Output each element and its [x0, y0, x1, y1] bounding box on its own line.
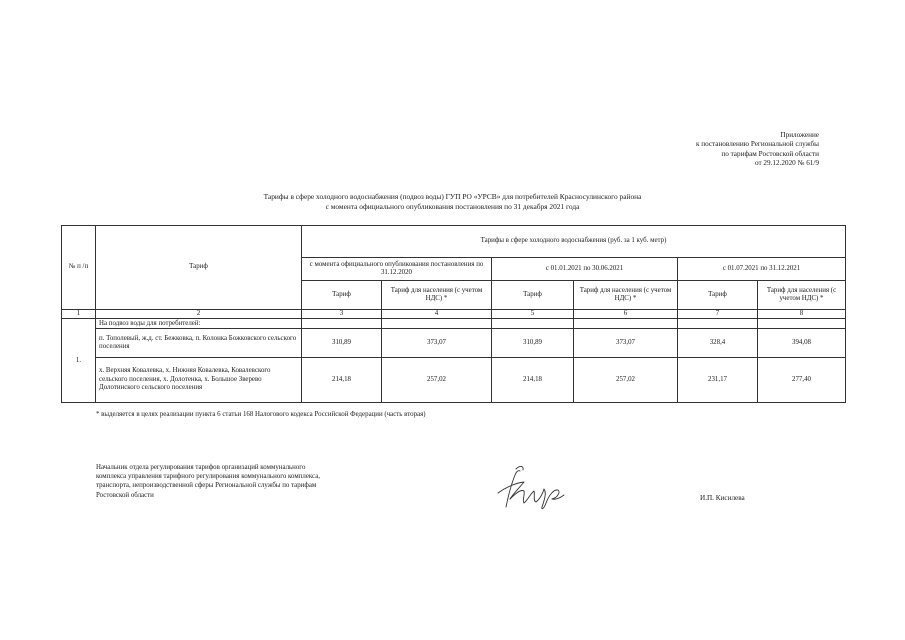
appendix-line: к постановлению Региональной службы — [695, 140, 819, 149]
appendix-line: от 29.12.2020 № 61/9 — [754, 159, 819, 168]
table-row — [62, 358, 846, 403]
column-number: 2 — [96, 310, 302, 319]
header-tariff: Тариф — [96, 226, 302, 310]
row-value: 373,07 — [574, 329, 678, 358]
appendix-line: Приложение — [780, 131, 819, 139]
header-period-2: с 01.01.2021 по 30.06.2021 — [492, 258, 678, 281]
table-row — [62, 329, 846, 358]
footnote: * выделяется в целях реализации пункта 6 статьи 168 Налогового кодекса Российской Федерации (часть вторая) — [96, 411, 426, 418]
appendix-line: по тарифам Ростовской области — [721, 149, 819, 158]
handwritten-signature — [494, 463, 574, 513]
column-number: 1 — [62, 310, 96, 319]
row-value: 310,89 — [492, 329, 574, 358]
row-value: 328,4 — [678, 329, 758, 358]
group-label: На подвоз воды для потребителей: — [96, 319, 302, 329]
header-tariff-col: Тариф — [678, 281, 758, 310]
row-value: 257,02 — [574, 358, 678, 403]
title-line: с момента официального опубликования постановления по 31 декабря 2021 года — [325, 201, 580, 211]
position-line: Ростовской области — [96, 491, 154, 499]
column-number: 6 — [574, 310, 678, 319]
tariff-table — [61, 225, 846, 403]
header-tariff-col: Тариф — [302, 281, 382, 310]
position-line: комплекса управления тарифного регулирования коммунального комплекса, — [96, 473, 320, 481]
row-name: п. Тополевый, ж.д. ст. Бежковка, п. Колонка Божковского сельского поселения — [96, 329, 302, 358]
appendix-block — [696, 131, 819, 169]
row-value: 214,18 — [302, 358, 382, 403]
row-value: 373,07 — [382, 329, 492, 358]
header-period-1: с момента официального опубликования постановления по 31.12.2020 — [302, 258, 492, 281]
row-value: 214,18 — [492, 358, 574, 403]
row-value: 231,17 — [678, 358, 758, 403]
column-number: 4 — [382, 310, 492, 319]
header-group-title: Тарифы в сфере холодного водоснабжения (руб. за 1 куб. метр) — [302, 226, 846, 258]
row-value: 277,40 — [758, 358, 846, 403]
header-tariff-col: Тариф — [492, 281, 574, 310]
header-tariff-population-col: Тариф для населения (с учетом НДС) * — [382, 281, 492, 310]
header-num: № п /п — [62, 226, 96, 310]
header-tariff-population-col: Тариф для населения (с учетом НДС) * — [574, 281, 678, 310]
header-tariff-population-col: Тариф для населения (с учетом НДС) * — [758, 281, 846, 310]
column-number: 5 — [492, 310, 574, 319]
column-number: 8 — [758, 310, 846, 319]
row-value: 257,02 — [382, 358, 492, 403]
signatory-position — [96, 463, 320, 500]
position-line: транспорта, непроизводственной сферы Региональной службы по тарифам — [96, 482, 317, 490]
row-value: 394,08 — [758, 329, 846, 358]
row-number: 1. — [62, 319, 96, 403]
row-name: х. Верхняя Ковалевка, х. Нижняя Ковалевка, Ковалевского сельского поселения, х. Долотенка, х. Большое Зверево Долотинского сельского поселения — [96, 358, 302, 403]
signatory-name: И.П. Кисилева — [700, 494, 745, 502]
position-line: Начальник отдела регулирования тарифов организаций коммунального — [96, 464, 306, 471]
row-value: 310,89 — [302, 329, 382, 358]
header-period-3: с 01.07.2021 по 31.12.2021 — [678, 258, 846, 281]
document-title — [0, 192, 905, 211]
column-number: 3 — [302, 310, 382, 319]
title-line: Тарифы в сфере холодного водоснабжения (подвоз воды) ГУП РО «УРСВ» для потребителей Красносулинского района — [263, 192, 642, 201]
column-number: 7 — [678, 310, 758, 319]
